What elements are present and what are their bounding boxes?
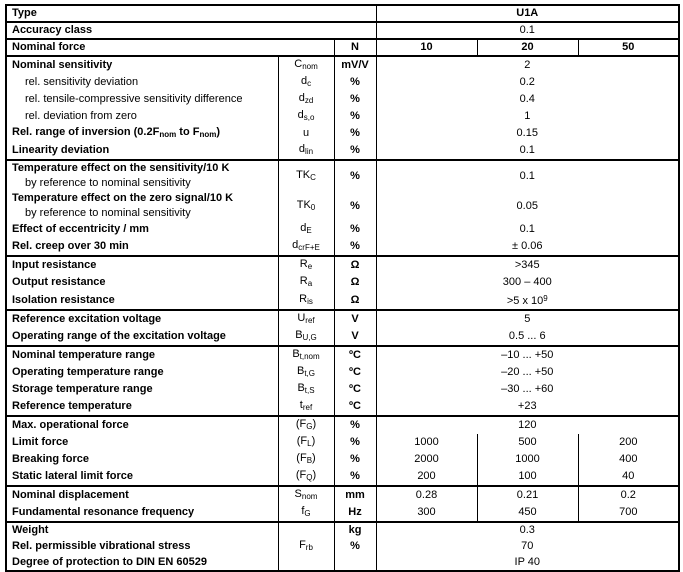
subscript: Q [306, 473, 313, 482]
subscript: rb [305, 543, 313, 552]
unit-cell: ºC [334, 346, 376, 364]
unit-cell: kg [334, 522, 376, 538]
value-cell-span: 120 [376, 416, 679, 434]
param-label-text: Nominal sensitivity [12, 59, 113, 71]
value-cell-span: 0.5 ... 6 [376, 328, 679, 346]
param-label-operating-range-excitation-voltage [6, 328, 278, 346]
value-cell-col1: 2000 [376, 451, 477, 468]
param-label-subtext: by reference to nominal sensitivity [25, 177, 191, 189]
subscript: e [307, 262, 313, 271]
param-label-limit-force [6, 434, 278, 451]
symbol-cell: BU,G [278, 328, 334, 346]
table-row-storage-temperature-range [6, 381, 679, 398]
value-cell-span: 300 – 400 [376, 274, 679, 291]
symbol-cell: fG [278, 504, 334, 522]
subscript: t,S [304, 386, 315, 395]
subscript: ref [302, 403, 313, 412]
param-label-nominal-force [6, 39, 334, 56]
param-label-isolation-resistance [6, 291, 278, 310]
unit-cell: % [334, 74, 376, 91]
subscript: zd [304, 96, 314, 105]
value-cell-col1: 10 [376, 39, 477, 56]
table-row-degree-of-protection [6, 555, 679, 571]
param-label-storage-temperature-range [6, 381, 278, 398]
spec-table [5, 4, 680, 572]
param-label-text: Fundamental resonance frequency [12, 506, 195, 518]
value-cell-col2: 500 [477, 434, 578, 451]
table-row-effect-of-eccentricity [6, 221, 679, 238]
param-label-text: Linearity deviation [12, 144, 110, 156]
subscript: crF+E [298, 243, 320, 252]
param-label-text: Storage temperature range [12, 383, 153, 395]
symbol-cell: Snom [278, 486, 334, 504]
unit-cell: Hz [334, 504, 376, 522]
subscript: lin [305, 147, 314, 156]
symbol-cell: TKC [278, 160, 334, 191]
unit-cell: % [334, 468, 376, 486]
unit-cell: Ω [334, 274, 376, 291]
table-row-temp-effect-zero-signal [6, 191, 679, 221]
symbol-cell: Re [278, 256, 334, 274]
value-cell-span: 0.4 [376, 91, 679, 108]
param-label-effect-of-eccentricity [6, 221, 278, 238]
value-cell-span: 2 [376, 56, 679, 74]
table-row-nominal-force [6, 39, 679, 56]
table-row-operating-range-excitation-voltage [6, 328, 679, 346]
symbol-cell: TK0 [278, 191, 334, 221]
param-label-rel-permissible-vibrational-stress [6, 538, 278, 555]
param-label-max-operational-force [6, 416, 278, 434]
table-row-rel-sensitivity-deviation [6, 74, 679, 91]
table-row-temp-effect-sensitivity [6, 160, 679, 191]
param-label-nominal-sensitivity [6, 56, 278, 74]
param-label-nominal-temperature-range [6, 346, 278, 364]
param-label-linearity-deviation [6, 142, 278, 160]
unit-cell: N [334, 39, 376, 56]
param-label-text: Weight [12, 524, 49, 536]
table-row-fundamental-resonance-frequency [6, 504, 679, 522]
table-row-accuracy-class [6, 22, 679, 39]
table-row-operating-temperature-range [6, 364, 679, 381]
value-cell-col2: 100 [477, 468, 578, 486]
param-label-text: Max. operational force [12, 419, 129, 431]
param-label-text: Nominal displacement [12, 489, 129, 501]
table-row-rel-range-of-inversion [6, 125, 679, 142]
unit-cell: ºC [334, 364, 376, 381]
value-cell-col2: 1000 [477, 451, 578, 468]
value-cell-span: 0.1 [376, 22, 679, 39]
subscript: B [306, 456, 313, 465]
param-label-text: rel. tensile-compressive sensitivity difference [25, 93, 243, 105]
param-label-text: Nominal temperature range [12, 349, 156, 361]
value-cell-span: >5 x $10^9$ [376, 291, 679, 310]
param-label-text: Reference temperature [12, 400, 132, 412]
symbol-cell: u [278, 125, 334, 142]
value-cell-span: 0.2 [376, 74, 679, 91]
symbol-cell: Bt,nom [278, 346, 334, 364]
subscript: E [306, 226, 312, 235]
table-row-reference-temperature [6, 398, 679, 416]
value-cell-span: 0.3 [376, 522, 679, 538]
param-label-text: Type [12, 7, 37, 19]
param-label-reference-temperature [6, 398, 278, 416]
symbol-cell [278, 555, 334, 571]
subscript: c [307, 79, 312, 88]
symbol-cell: Bt,G [278, 364, 334, 381]
subscript: L [307, 439, 312, 448]
param-label-text: Temperature effect on the sensitivity/10 K [12, 162, 230, 174]
param-label-subtext: by reference to nominal sensitivity [25, 207, 191, 219]
param-label-weight [6, 522, 278, 538]
subscript: C [310, 172, 316, 182]
param-label-text: Static lateral limit force [12, 470, 134, 482]
unit-cell: % [334, 451, 376, 468]
value-cell-span: –20 ... +50 [376, 364, 679, 381]
symbol-cell: Uref [278, 310, 334, 328]
param-label-text: rel. sensitivity deviation [25, 76, 139, 88]
param-label-nominal-displacement [6, 486, 278, 504]
subscript: t,G [304, 369, 315, 378]
subscript: nom [301, 492, 318, 501]
param-label-text: Reference excitation voltage [12, 313, 162, 325]
value-cell-col3: 0.2 [578, 486, 679, 504]
param-label-text: Effect of eccentricity / mm [12, 223, 149, 235]
param-label-text: Rel. permissible vibrational stress [12, 540, 191, 552]
param-label-operating-temperature-range [6, 364, 278, 381]
unit-cell: V [334, 328, 376, 346]
unit-cell: ºC [334, 381, 376, 398]
subscript: s,o [303, 113, 315, 122]
value-cell-col1: 0.28 [376, 486, 477, 504]
param-label-text: Temperature effect on the zero signal/10 K [12, 192, 234, 204]
unit-cell: V [334, 310, 376, 328]
symbol-cell: (FL) [278, 434, 334, 451]
table-row-rel-creep-over-30-min [6, 238, 679, 256]
symbol-cell: Bt,S [278, 381, 334, 398]
symbol-cell: dc [278, 74, 334, 91]
value-cell-span: 0.1 [376, 142, 679, 160]
unit-cell: % [334, 191, 376, 221]
value-cell-col3: 400 [578, 451, 679, 468]
superscript: 9 [543, 294, 548, 303]
param-label-static-lateral-limit-force [6, 468, 278, 486]
unit-cell: ºC [334, 398, 376, 416]
param-label-text: Input resistance [12, 259, 97, 271]
param-label-temp-effect-sensitivity [6, 160, 278, 191]
table-row-nominal-temperature-range [6, 346, 679, 364]
unit-cell: % [334, 434, 376, 451]
value-cell-span: 5 [376, 310, 679, 328]
symbol-cell: Ris [278, 291, 334, 310]
value-cell-span: 0.05 [376, 191, 679, 221]
param-label-degree-of-protection [6, 555, 278, 571]
value-cell-col2: 20 [477, 39, 578, 56]
subscript: 0 [310, 202, 316, 212]
symbol-cell [278, 522, 334, 538]
table-row-output-resistance [6, 274, 679, 291]
unit-cell [334, 555, 376, 571]
symbol-cell: (FB) [278, 451, 334, 468]
value-cell-col1: 200 [376, 468, 477, 486]
param-label-rel-deviation-from-zero [6, 108, 278, 125]
table-row-rel-permissible-vibrational-stress [6, 538, 679, 555]
param-label-type [6, 5, 376, 22]
param-label-text: Nominal force [12, 41, 86, 53]
subscript: U,G [302, 333, 317, 342]
value-cell-col2: 0.21 [477, 486, 578, 504]
param-label-text: Limit force [12, 436, 69, 448]
param-label-text: Degree of protection to DIN EN 60529 [12, 556, 207, 568]
table-row-isolation-resistance [6, 291, 679, 310]
param-label-rel-sensitivity-deviation [6, 74, 278, 91]
table-row-input-resistance [6, 256, 679, 274]
param-label-rel-range-of-inversion [6, 125, 278, 142]
symbol-cell: (FQ) [278, 468, 334, 486]
symbol-cell: Ra [278, 274, 334, 291]
symbol-cell: Cnom [278, 56, 334, 74]
value-cell-span: 0.1 [376, 160, 679, 191]
param-label-rel-creep-over-30-min [6, 238, 278, 256]
unit-cell: % [334, 221, 376, 238]
table-row-type [6, 5, 679, 22]
param-label-fundamental-resonance-frequency [6, 504, 278, 522]
table-row-reference-excitation-voltage [6, 310, 679, 328]
table-row-limit-force [6, 434, 679, 451]
symbol-cell: dcrF+E [278, 238, 334, 256]
value-cell-span: ± 0.06 [376, 238, 679, 256]
table-row-rel-deviation-from-zero [6, 108, 679, 125]
value-cell-col1: 1000 [376, 434, 477, 451]
table-row-max-operational-force [6, 416, 679, 434]
value-cell-col3: 50 [578, 39, 679, 56]
param-label-breaking-force [6, 451, 278, 468]
subscript: is [307, 296, 313, 306]
unit-cell: % [334, 91, 376, 108]
unit-cell: mm [334, 486, 376, 504]
symbol-cell: dE [278, 221, 334, 238]
symbol-cell: (FG) [278, 416, 334, 434]
unit-cell: mV/V [334, 56, 376, 74]
param-label-rel-tensile-compressive-difference [6, 91, 278, 108]
param-label-reference-excitation-voltage [6, 310, 278, 328]
value-cell-span: IP 40 [376, 555, 679, 571]
value-cell-span: >345 [376, 256, 679, 274]
value-cell-col3: 40 [578, 468, 679, 486]
table-row-rel-tensile-compressive-difference [6, 91, 679, 108]
symbol-cell: dzd [278, 91, 334, 108]
value-cell-col3: 700 [578, 504, 679, 522]
value-cell-span: 70 [376, 538, 679, 555]
param-label-temp-effect-zero-signal [6, 191, 278, 221]
unit-cell: % [334, 125, 376, 142]
value-cell-col3: 200 [578, 434, 679, 451]
table-row-weight [6, 522, 679, 538]
value-cell-span: 0.1 [376, 221, 679, 238]
unit-cell: % [334, 238, 376, 256]
value-cell-span: –30 ... +60 [376, 381, 679, 398]
symbol-cell: ds,o [278, 108, 334, 125]
unit-cell: % [334, 416, 376, 434]
unit-cell: % [334, 108, 376, 125]
value-cell-col2: 450 [477, 504, 578, 522]
param-label-text: Operating range of the excitation voltage [12, 330, 226, 342]
table-row-nominal-displacement [6, 486, 679, 504]
symbol-cell: Frb [278, 538, 334, 555]
param-label-text: Rel. range of inversion (0.2Fnom to Fnom) [12, 126, 220, 139]
table-row-nominal-sensitivity [6, 56, 679, 74]
param-label-text: Isolation resistance [12, 293, 115, 306]
unit-cell: Ω [334, 291, 376, 310]
unit-cell: % [334, 142, 376, 160]
value-cell-span: +23 [376, 398, 679, 416]
param-label-text: Accuracy class [12, 24, 93, 36]
unit-cell: % [334, 160, 376, 191]
param-label-text: Rel. creep over 30 min [12, 240, 129, 252]
value-cell-span: 0.15 [376, 125, 679, 142]
table-row-static-lateral-limit-force [6, 468, 679, 486]
spec-table-body [6, 5, 679, 571]
value-cell-col1: 300 [376, 504, 477, 522]
param-label-input-resistance [6, 256, 278, 274]
param-label-text: Breaking force [12, 453, 90, 465]
table-row-breaking-force [6, 451, 679, 468]
value-cell-span: U1A [376, 5, 679, 22]
subscript: nom [199, 130, 217, 139]
table-row-linearity-deviation [6, 142, 679, 160]
value-cell-span: 1 [376, 108, 679, 125]
unit-cell: Ω [334, 256, 376, 274]
subscript: ref [305, 316, 315, 325]
symbol-cell: tref [278, 398, 334, 416]
symbol-cell: dlin [278, 142, 334, 160]
unit-cell: % [334, 538, 376, 555]
subscript: nom [159, 130, 177, 139]
value-cell-span: –10 ... +50 [376, 346, 679, 364]
param-label-text: Operating temperature range [12, 366, 164, 378]
param-label-text: rel. deviation from zero [25, 110, 137, 122]
param-label-output-resistance [6, 274, 278, 291]
param-label-accuracy-class [6, 22, 376, 39]
subscript: a [307, 279, 313, 288]
subscript: G [304, 509, 311, 518]
subscript: t,nom [299, 352, 320, 361]
subscript: nom [302, 62, 318, 71]
param-label-text: Output resistance [12, 276, 106, 288]
subscript: G [306, 422, 313, 431]
